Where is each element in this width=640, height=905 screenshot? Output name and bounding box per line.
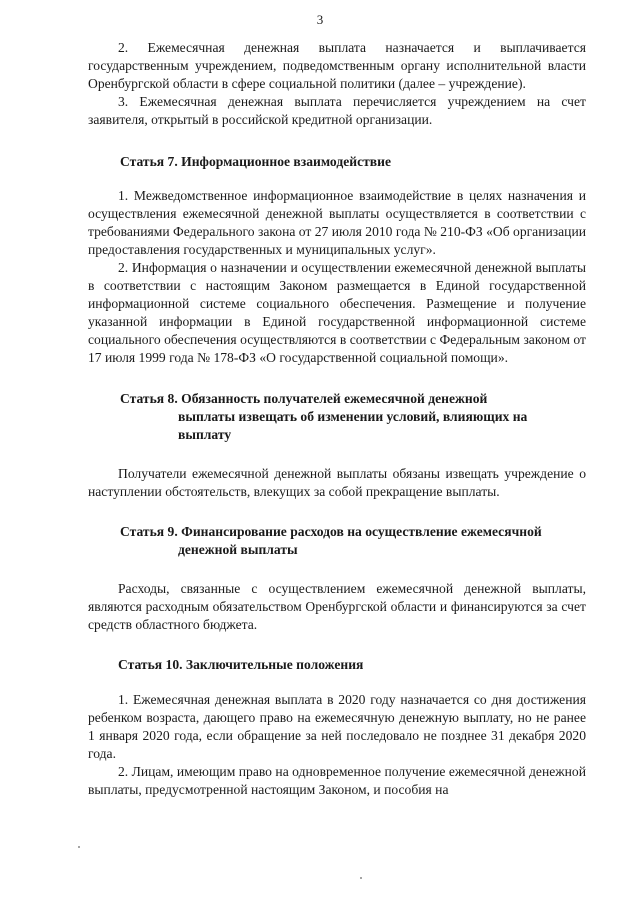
article-heading-line: Статья 8. Обязанность получателей ежемесячной денежной <box>120 391 488 406</box>
scan-speck <box>360 877 362 879</box>
paragraph: 1. Межведомственное информационное взаимодействие в целях назначения и осуществления ежемесячной денежной выплаты осуществляется в соответствии с требованиями Федерального закона от 27 июля 2010 года № 210-ФЗ «Об организации предоставления государственных и муниципальных услуг». <box>88 188 586 257</box>
paragraph: 1. Ежемесячная денежная выплата в 2020 году назначается со дня достижения ребенком возраста, дающего право на ежемесячную денежную выплату, но не ранее 1 января 2020 года, если обращение за ней последовало не позднее 31 декабря 2020 года. <box>88 692 586 761</box>
article-heading-line: выплату <box>178 427 232 442</box>
article-heading-line: выплаты извещать об изменении условий, влияющих на <box>178 409 528 424</box>
page-number: 3 <box>316 12 324 27</box>
paragraph: 2. Информация о назначении и осуществлении ежемесячной денежной выплаты в соответствии с настоящим Законом размещается в Единой государственной информационной системе социального обеспечения. Размещение и получение указанной информации в Единой государственной информационной системе социального обеспечения осуществляются в соответствии с Федеральным законом от 17 июля 1999 года № 178-ФЗ «О государственной социальной помощи». <box>88 260 586 365</box>
article-heading: Статья 10. Заключительные положения <box>118 657 364 672</box>
article-heading-line: денежной выплаты <box>178 542 298 557</box>
paragraph: 3. Ежемесячная денежная выплата перечисляется учреждением на счет заявителя, открытый в российской кредитной организации. <box>88 94 586 127</box>
paragraph: Расходы, связанные с осуществлением ежемесячной денежной выплаты, являются расходным обязательством Оренбургской области и финансируются за счет средств областного бюджета. <box>88 581 586 632</box>
article-heading-line: Статья 9. Финансирование расходов на осуществление ежемесячной <box>120 524 542 539</box>
document-body <box>88 39 586 799</box>
scan-speck <box>78 846 80 848</box>
paragraph: Получатели ежемесячной денежной выплаты обязаны извещать учреждение о наступлении обстоятельств, влекущих за собой прекращение выплаты. <box>88 466 586 499</box>
article-heading <box>88 523 586 559</box>
paragraph: 2. Лицам, имеющим право на одновременное получение ежемесячной денежной выплаты, предусмотренной настоящим Законом, и пособия на <box>88 764 586 797</box>
article-heading <box>88 390 586 444</box>
paragraph: 2. Ежемесячная денежная выплата назначается и выплачивается государственным учреждением, подведомственным органу исполнительной власти Оренбургской области в сфере социальной политики (далее – учреждение). <box>88 40 586 91</box>
article-heading: Статья 7. Информационное взаимодействие <box>120 154 391 169</box>
